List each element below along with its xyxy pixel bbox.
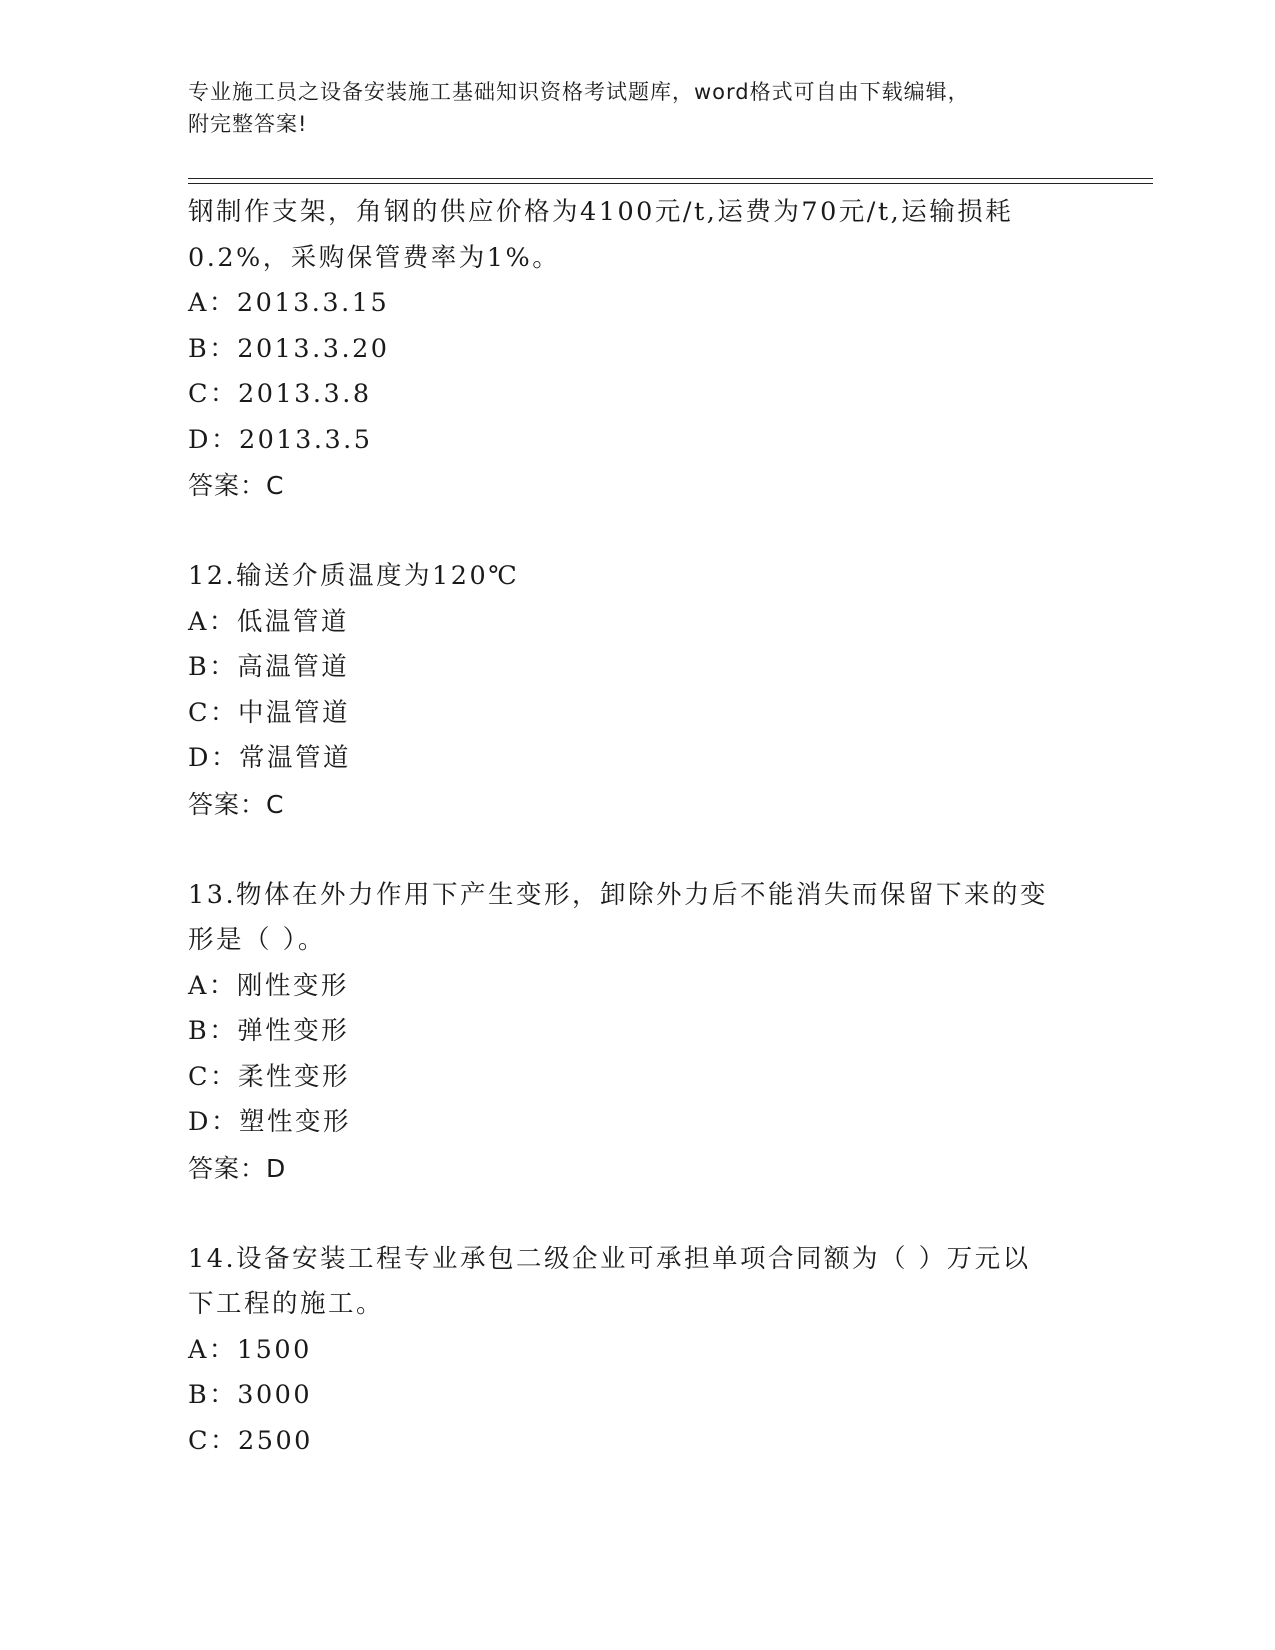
question-spacer	[188, 509, 1088, 555]
question-stem: 0.2%，采购保管费率为1%。	[188, 242, 561, 273]
option-d: D：塑性变形	[188, 1107, 351, 1137]
question-spacer	[188, 827, 1088, 873]
option-a: A：刚性变形	[188, 970, 349, 1001]
question-stem: 12.输送介质温度为120℃	[188, 561, 520, 591]
question-12	[188, 554, 1088, 827]
answer-label: 答案：D	[188, 1153, 287, 1183]
option-a: A：1500	[188, 1334, 312, 1365]
document-header	[188, 76, 1088, 140]
header-divider-top	[188, 178, 1153, 179]
option-d: D：2013.3.5	[188, 424, 373, 455]
question-list	[188, 190, 1088, 1464]
answer-label: 答案：C	[188, 789, 285, 819]
option-c: C：2013.3.8	[188, 379, 372, 409]
option-b: B：高温管道	[188, 652, 350, 682]
question-stem: 形是（ ）。	[188, 925, 326, 955]
option-c: C：2500	[188, 1425, 313, 1456]
question-13	[188, 873, 1088, 1192]
option-b: B：弹性变形	[188, 1016, 350, 1046]
header-line-1: 专业施工员之设备安装施工基础知识资格考试题库，word格式可自由下载编辑，	[188, 80, 970, 104]
question-stem: 下工程的施工。	[188, 1289, 385, 1319]
option-c: C：中温管道	[188, 697, 351, 728]
header-line-2: 附完整答案!	[188, 112, 308, 136]
question-stem: 钢制作支架，角钢的供应价格为4100元/t,运费为70元/t,运输损耗	[188, 197, 1014, 227]
option-b: B：3000	[188, 1380, 313, 1410]
option-c: C：柔性变形	[188, 1061, 351, 1092]
option-b: B：2013.3.20	[188, 333, 390, 364]
option-a: A：低温管道	[188, 606, 349, 637]
question-stem: 14.设备安装工程专业承包二级企业可承担单项合同额为（ ）万元以	[188, 1243, 1031, 1274]
header-divider-bottom	[188, 183, 1153, 184]
question-14	[188, 1237, 1088, 1465]
question-spacer	[188, 1191, 1088, 1237]
answer-label: 答案：C	[188, 471, 285, 500]
option-a: A：2013.3.15	[188, 288, 390, 318]
question-stem: 13.物体在外力作用下产生变形，卸除外力后不能消失而保留下来的变	[188, 879, 1049, 910]
option-d: D：常温管道	[188, 743, 351, 773]
question-11	[188, 190, 1088, 509]
